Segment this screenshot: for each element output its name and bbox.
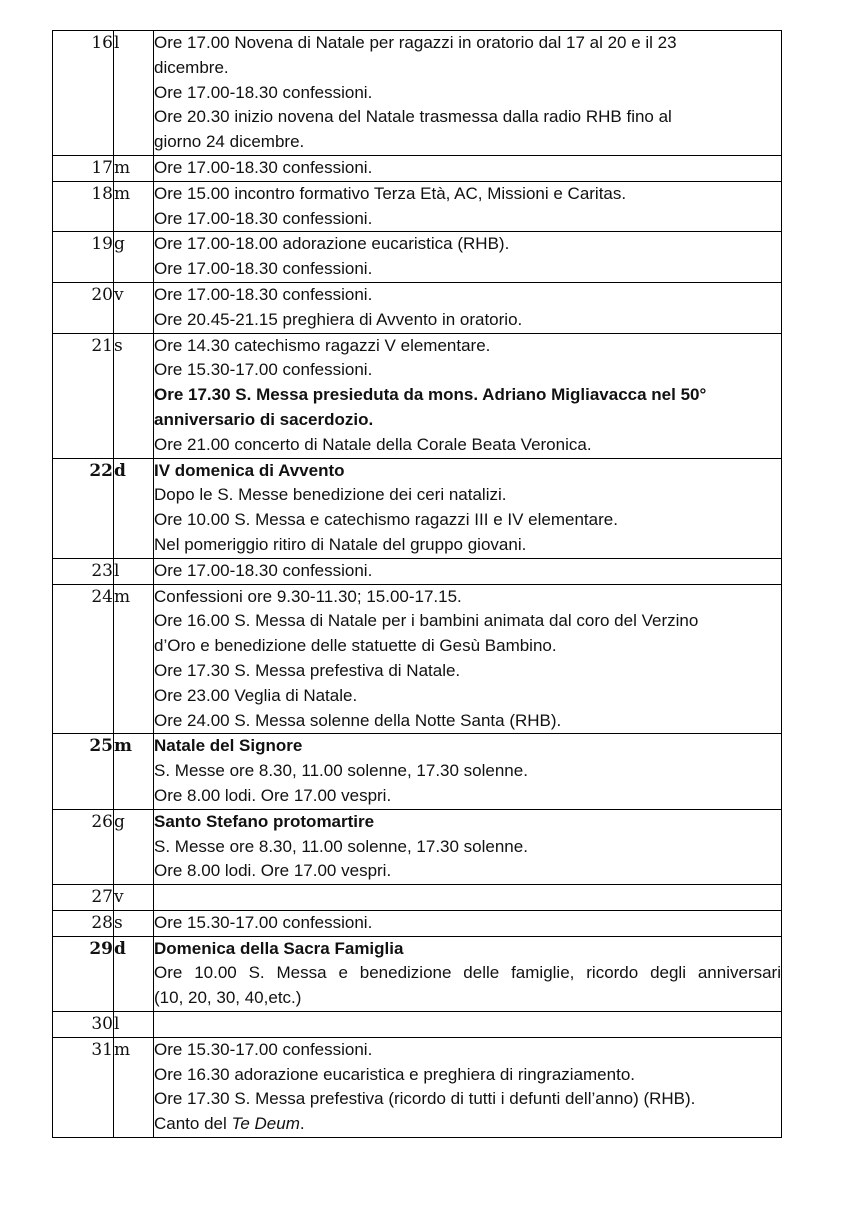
event-cell <box>154 181 782 232</box>
empty-line <box>154 885 781 910</box>
calendar-row-16 <box>53 31 782 156</box>
event-line-suffix: . <box>299 1114 305 1134</box>
day-number: 24 <box>53 584 114 734</box>
weekday-letter: d <box>114 458 154 558</box>
event-line: Ore 15.30-17.00 confessioni. <box>154 1039 373 1059</box>
weekday-letter: s <box>114 910 154 936</box>
event-line <box>154 1112 781 1137</box>
calendar-row-24 <box>53 584 782 734</box>
event-line: Ore 8.00 lodi. Ore 17.00 vespri. <box>154 785 392 805</box>
event-line: dicembre. <box>154 57 229 77</box>
day-number: 28 <box>53 910 114 936</box>
event-line: Ore 8.00 lodi. Ore 17.00 vespri. <box>154 861 392 881</box>
event-line: Ore 17.00-18.30 confessioni. <box>154 82 373 102</box>
event-line: Ore 24.00 S. Messa solenne della Notte Santa (RHB). <box>154 710 562 730</box>
day-number: 22 <box>53 458 114 558</box>
event-line: Ore 16.00 S. Messa di Natale per i bambini animata dal coro del Verzino <box>154 611 699 631</box>
weekday-letter: m <box>114 181 154 232</box>
event-line: Nel pomeriggio ritiro di Natale del gruppo giovani. <box>154 534 527 554</box>
event-cell <box>154 910 782 936</box>
calendar-row-25 <box>53 734 782 809</box>
event-cell <box>154 155 782 181</box>
event-line: Ore 17.00-18.30 confessioni. <box>154 259 373 279</box>
calendar-row-27 <box>53 885 782 911</box>
day-number: 29 <box>53 936 114 1011</box>
weekday-letter: v <box>114 282 154 333</box>
calendar-row-23 <box>53 558 782 584</box>
event-cell <box>154 584 782 734</box>
day-number: 23 <box>53 558 114 584</box>
weekday-letter: g <box>114 809 154 884</box>
day-number: 18 <box>53 181 114 232</box>
weekday-letter: l <box>114 1012 154 1038</box>
day-number: 16 <box>53 31 114 156</box>
event-line-italic: Te Deum <box>231 1114 300 1134</box>
weekday-letter: s <box>114 333 154 458</box>
day-number: 25 <box>53 734 114 809</box>
event-cell <box>154 558 782 584</box>
empty-line <box>154 1012 781 1037</box>
weekday-letter: m <box>114 1037 154 1137</box>
weekday-letter: m <box>114 155 154 181</box>
event-line: Confessioni ore 9.30-11.30; 15.00-17.15. <box>154 586 462 606</box>
event-line: (10, 20, 30, 40,etc.) <box>154 988 302 1008</box>
event-heading: Santo Stefano protomartire <box>154 811 375 831</box>
event-line: Ore 23.00 Veglia di Natale. <box>154 685 358 705</box>
event-cell <box>154 232 782 283</box>
event-line: Ore 21.00 concerto di Natale della Corale Beata Veronica. <box>154 434 592 454</box>
event-cell <box>154 885 782 911</box>
event-heading: IV domenica di Avvento <box>154 460 345 480</box>
day-number: 27 <box>53 885 114 911</box>
event-line: S. Messe ore 8.30, 11.00 solenne, 17.30 solenne. <box>154 836 528 856</box>
day-number: 19 <box>53 232 114 283</box>
calendar-row-18 <box>53 181 782 232</box>
event-line: Ore 17.00-18.30 confessioni. <box>154 208 373 228</box>
calendar-row-19 <box>53 232 782 283</box>
day-number: 17 <box>53 155 114 181</box>
calendar-row-28 <box>53 910 782 936</box>
weekday-letter: m <box>114 584 154 734</box>
event-line: Ore 20.45-21.15 preghiera di Avvento in oratorio. <box>154 309 523 329</box>
event-cell <box>154 333 782 458</box>
event-line: Ore 16.30 adorazione eucaristica e preghiera di ringraziamento. <box>154 1064 635 1084</box>
event-line: Ore 10.00 S. Messa e benedizione delle famiglie, ricordo degli anniversari <box>154 963 781 983</box>
event-heading: Natale del Signore <box>154 736 303 756</box>
calendar-row-29 <box>53 936 782 1011</box>
event-line: Ore 17.30 S. Messa prefestiva di Natale. <box>154 660 461 680</box>
day-number: 20 <box>53 282 114 333</box>
calendar-row-30 <box>53 1012 782 1038</box>
event-heading: Ore 17.30 S. Messa presieduta da mons. Adriano Migliavacca nel 50° <box>154 385 707 405</box>
event-line: Ore 15.00 incontro formativo Terza Età, AC, Missioni e Caritas. <box>154 183 627 203</box>
weekday-letter: l <box>114 31 154 156</box>
event-cell <box>154 1037 782 1137</box>
calendar-row-17 <box>53 155 782 181</box>
event-line: Ore 17.00-18.30 confessioni. <box>154 157 373 177</box>
event-line: Ore 17.00-18.30 confessioni. <box>154 560 373 580</box>
event-cell <box>154 734 782 809</box>
event-cell <box>154 809 782 884</box>
calendar-body <box>53 31 782 1138</box>
event-line: Ore 10.00 S. Messa e catechismo ragazzi III e IV elementare. <box>154 510 618 530</box>
event-line: Ore 17.00-18.00 adorazione eucaristica (RHB). <box>154 234 510 254</box>
event-line: d’Oro e benedizione delle statuette di Gesù Bambino. <box>154 636 557 656</box>
event-line: Ore 17.30 S. Messa prefestiva (ricordo di tutti i defunti dell’anno) (RHB). <box>154 1089 696 1109</box>
event-line: giorno 24 dicembre. <box>154 132 305 152</box>
event-cell <box>154 936 782 1011</box>
weekday-letter: g <box>114 232 154 283</box>
day-number: 21 <box>53 333 114 458</box>
event-cell <box>154 31 782 156</box>
weekday-letter: v <box>114 885 154 911</box>
event-line-prefix: Canto del <box>154 1114 232 1134</box>
calendar-row-26 <box>53 809 782 884</box>
weekday-letter: l <box>114 558 154 584</box>
day-number: 31 <box>53 1037 114 1137</box>
event-cell <box>154 458 782 558</box>
event-heading: anniversario di sacerdozio. <box>154 409 374 429</box>
calendar-row-21 <box>53 333 782 458</box>
event-heading: Domenica della Sacra Famiglia <box>154 938 404 958</box>
event-cell <box>154 282 782 333</box>
calendar-table <box>52 30 782 1138</box>
event-line: Ore 20.30 inizio novena del Natale trasmessa dalla radio RHB fino al <box>154 107 672 127</box>
day-number: 26 <box>53 809 114 884</box>
event-line: S. Messe ore 8.30, 11.00 solenne, 17.30 solenne. <box>154 761 528 781</box>
event-line: Ore 17.00-18.30 confessioni. <box>154 284 373 304</box>
event-line: Ore 14.30 catechismo ragazzi V elementare. <box>154 335 491 355</box>
day-number: 30 <box>53 1012 114 1038</box>
event-line: Ore 15.30-17.00 confessioni. <box>154 912 373 932</box>
weekday-letter: m <box>114 734 154 809</box>
event-line: Ore 17.00 Novena di Natale per ragazzi in oratorio dal 17 al 20 e il 23 <box>154 33 677 52</box>
calendar-row-22 <box>53 458 782 558</box>
event-cell <box>154 1012 782 1038</box>
event-line: Dopo le S. Messe benedizione dei ceri natalizi. <box>154 485 507 505</box>
weekday-letter: d <box>114 936 154 1011</box>
calendar-row-20 <box>53 282 782 333</box>
calendar-row-31 <box>53 1037 782 1137</box>
event-line: Ore 15.30-17.00 confessioni. <box>154 360 373 380</box>
